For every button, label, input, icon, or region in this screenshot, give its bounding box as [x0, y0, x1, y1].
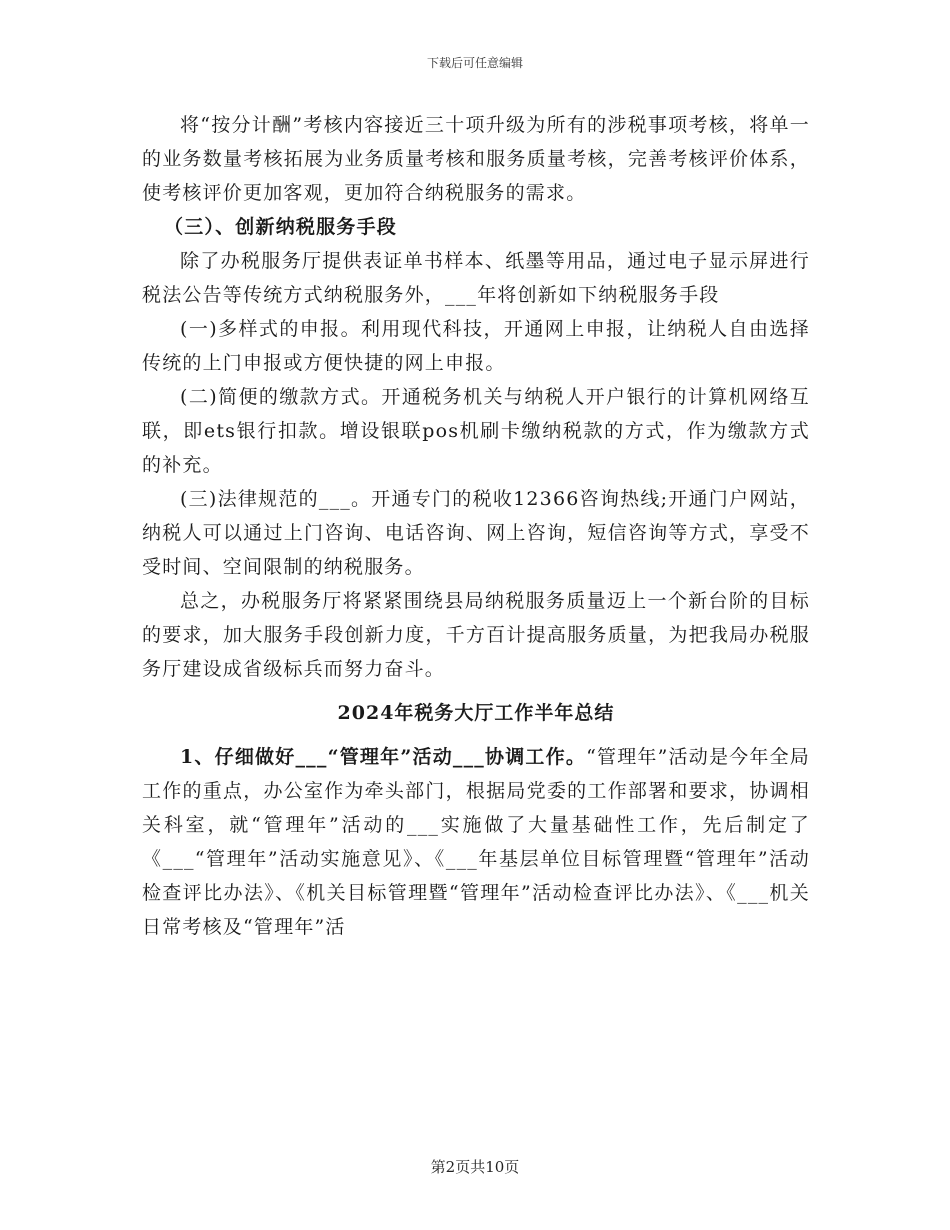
paragraph-consultation: (三)法律规范的___。开通专门的税收12366咨询热线;开通门户网站，纳税人可以通过上门咨询、电话咨询、网上咨询，短信咨询等方式，享受不受时间、空间限制的纳税服务。 [142, 488, 810, 578]
paragraph-assessment: 将“按分计酬”考核内容接近三十项升级为所有的涉税事项考核，将单一的业务数量考核拓展为业务质量考核和服务质量考核，完善考核评价体系，使考核评价更加客观，更加符合纳税服务的需求。 [142, 114, 810, 204]
paragraph-payment: (二)简便的缴款方式。开通税务机关与纳税人开户银行的计算机网络互联，即ets银行扣款。增设银联pos机刷卡缴纳税款的方式，作为缴款方式的补充。 [142, 386, 810, 476]
page-header: 下载后可任意编辑 [426, 56, 523, 70]
subheading-innovation: （三）、创新纳税服务手段 [164, 216, 397, 238]
paragraph-body: “管理年”活动是今年全局工作的重点，办公室作为牵头部门，根据局党委的工作部署和要求，协调相关科室，就“管理年”活动的___实施做了大量基础性工作，先后制定了《___“管理年”活动实施意见》、《___年基层单位目标管理暨“管理年”活动检查评比办法》、《机关目标管理暨“管理年”活动检查评比办法》、《___机关日常考核及“管理年”活 [142, 746, 810, 938]
paragraph-management-year [142, 740, 810, 944]
paragraph-lead: 1、仔细做好___“管理年”活动___协调工作。 [180, 746, 587, 768]
page-footer: 第2页共10页 [430, 1158, 520, 1176]
document-body [142, 108, 810, 944]
paragraph-service-means: 除了办税服务厅提供表证单书样本、纸墨等用品，通过电子显示屏进行税法公告等传统方式纳税服务外，___年将创新如下纳税服务手段 [142, 250, 810, 306]
section-title: 2024年税务大厅工作半年总结 [337, 702, 615, 724]
paragraph-conclusion: 总之，办税服务厅将紧紧围绕县局纳税服务质量迈上一个新台阶的目标的要求，加大服务手段创新力度，千方百计提高服务质量，为把我局办税服务厅建设成省级标兵而努力奋斗。 [142, 590, 810, 680]
paragraph-declaration: (一)多样式的申报。利用现代科技，开通网上申报，让纳税人自由选择传统的上门申报或方便快捷的网上申报。 [142, 318, 810, 374]
